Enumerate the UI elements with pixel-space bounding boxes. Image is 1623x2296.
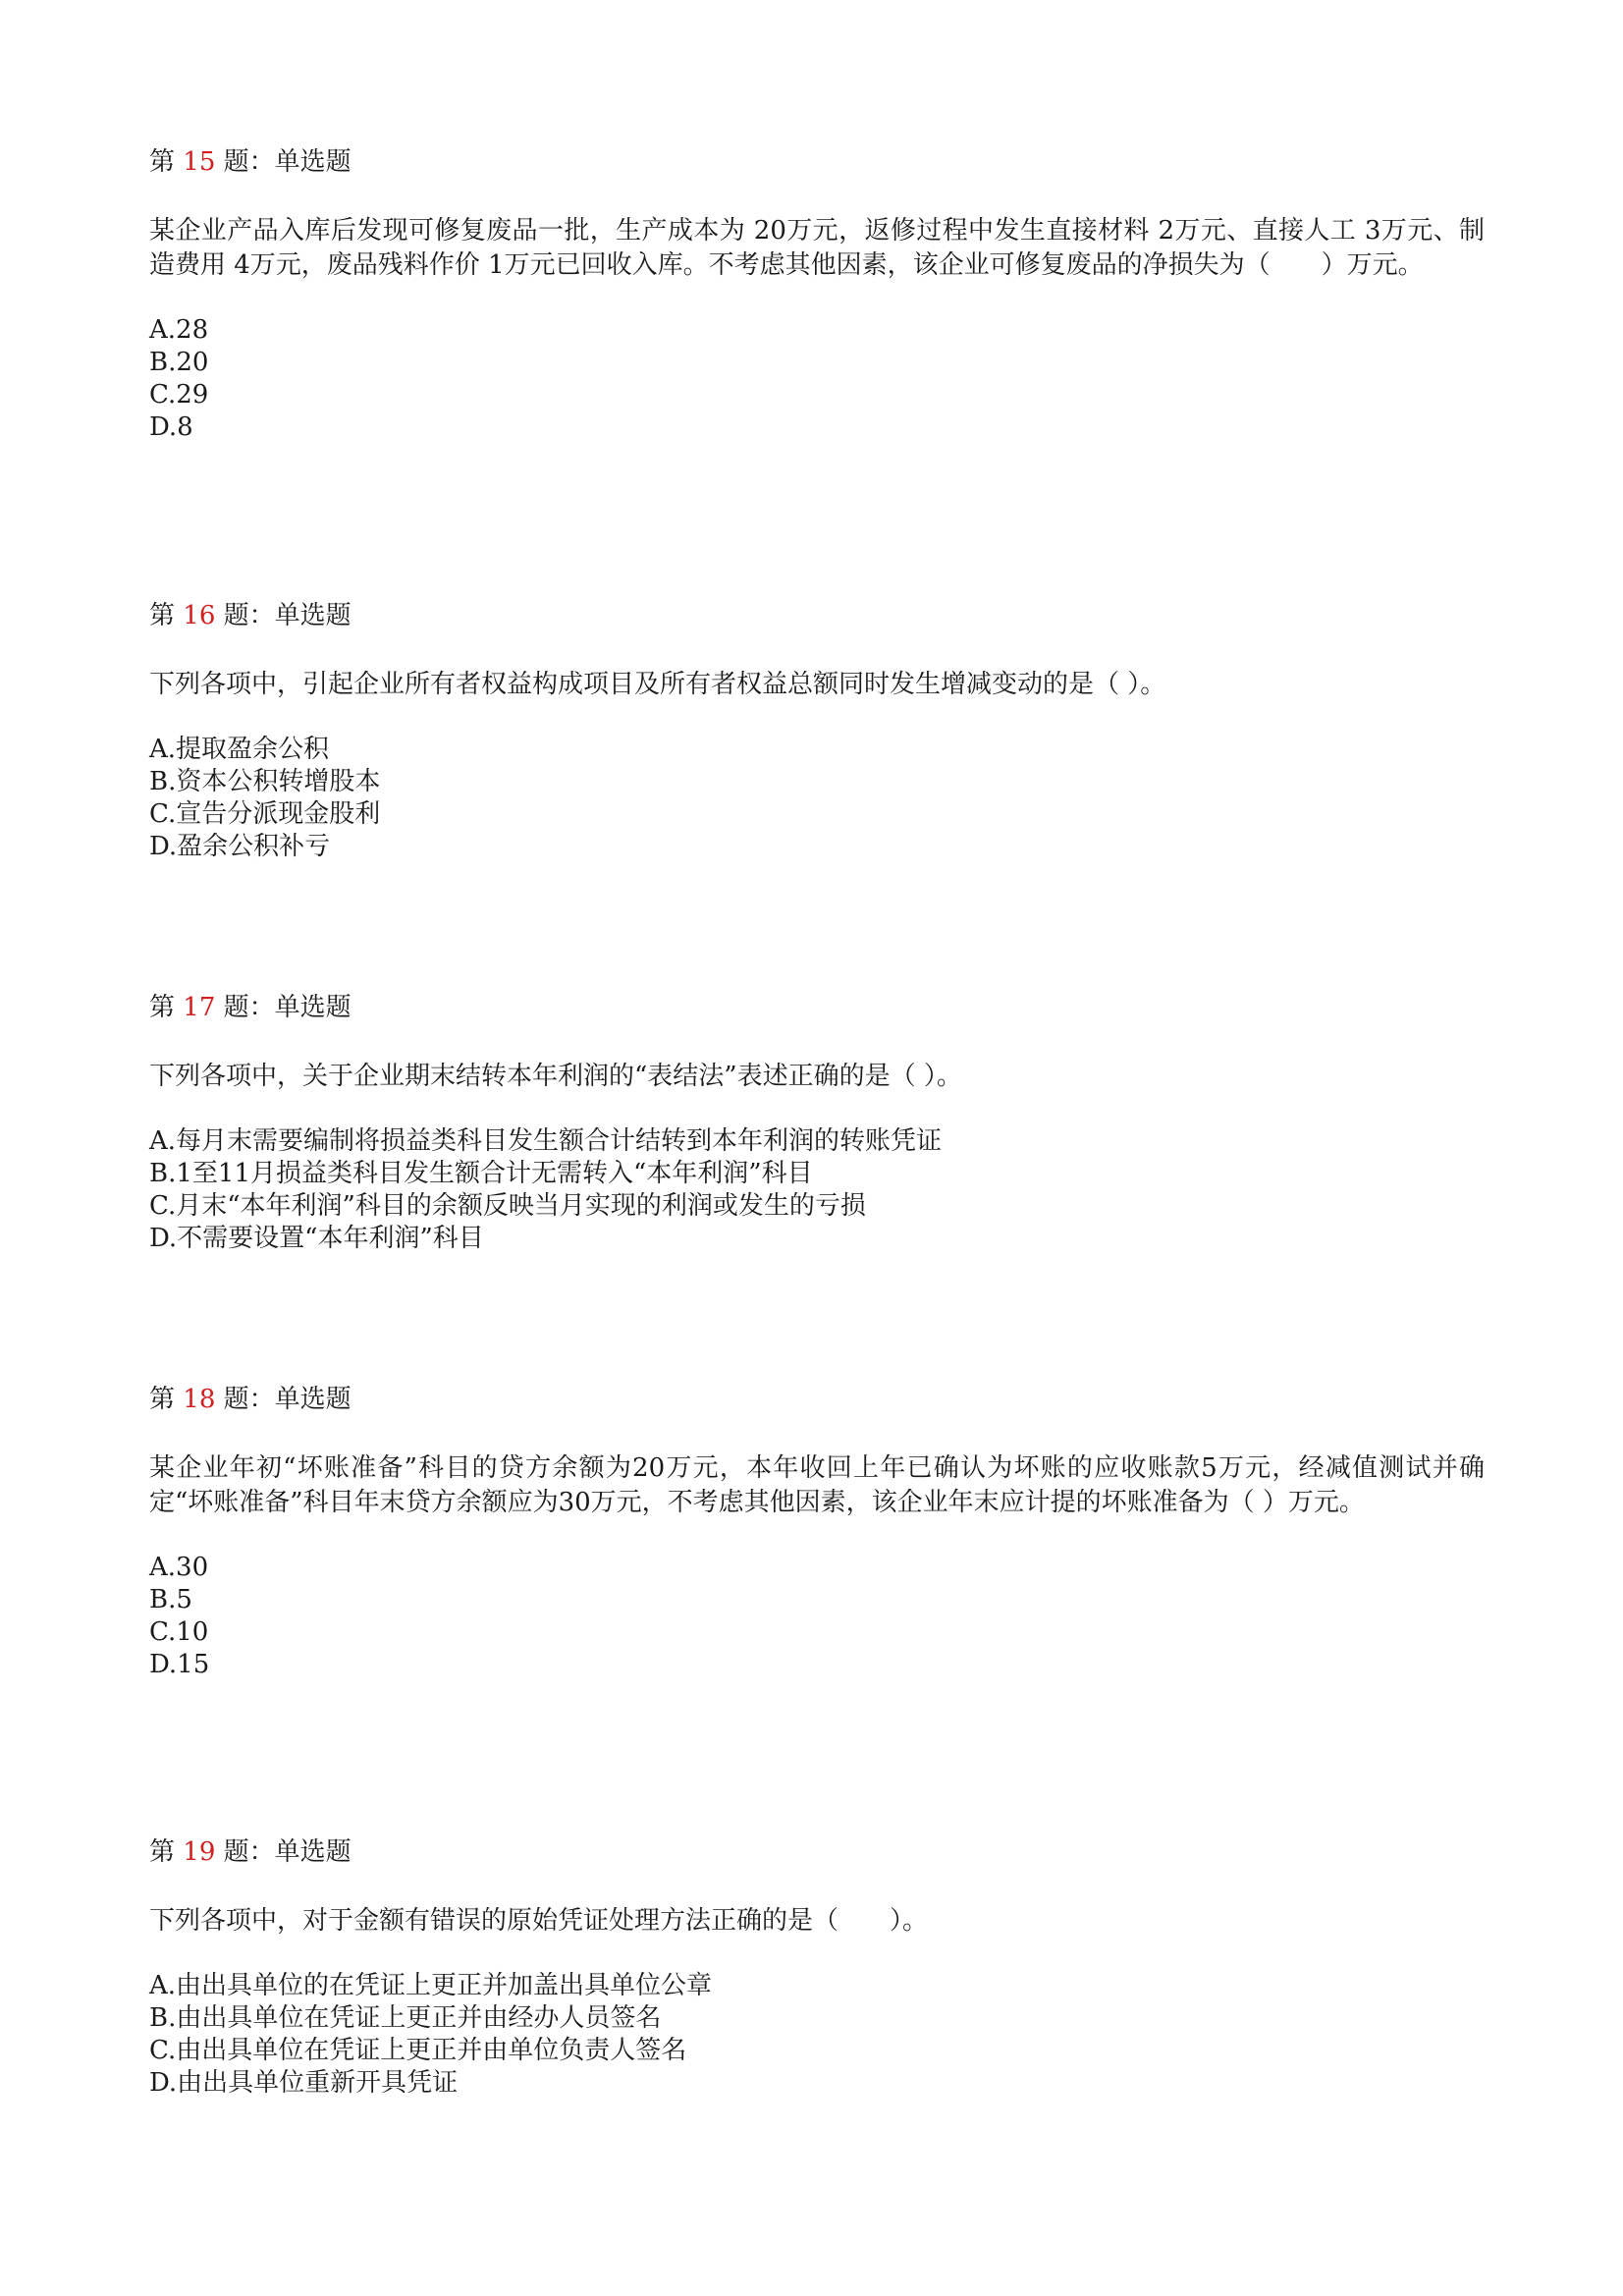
question-number: 17 [183,993,216,1022]
option-a: A.提取盈余公积 [149,735,330,764]
question-number: 18 [183,1385,216,1414]
option-list [149,314,1485,444]
option-d: D.盈余公积补亏 [149,832,331,861]
question-stem: 下列各项中，对于金额有错误的原始凭证处理方法正确的是（ ）。 [149,1906,929,1936]
question-stem: 下列各项中，关于企业期末结转本年利润的“表结法”表述正确的是（ ）。 [149,1062,962,1091]
question-number: 16 [183,601,216,630]
question-18 [149,1383,1485,1681]
option-list [149,1552,1485,1681]
option-d: D.8 [149,412,193,442]
question-header [149,991,1485,1024]
question-type: 题：单选题 [223,993,352,1022]
option-d: D.由出具单位重新开具凭证 [149,2068,459,2098]
option-c: C.月末“本年利润”科目的余额反映当月实现的利润或发生的亏损 [149,1191,866,1221]
option-b: B.5 [149,1585,192,1614]
question-19 [149,1835,1485,2100]
option-list [149,1970,1485,2100]
question-header [149,145,1485,179]
option-c: C.宣告分派现金股利 [149,799,381,829]
option-list [149,734,1485,863]
question-type: 题：单选题 [223,601,352,630]
question-type: 题：单选题 [223,1837,352,1867]
question-stem: 某企业产品入库后发现可修复废品一批，生产成本为 20万元，返修过程中发生直接材料 2万元、直接人工 3万元、制造费用 4万元，废品残料作价 1万元已回收入库。不考虑其他因素，该企业可修复废品的净损失为（ ）万元。 [149,216,1485,280]
option-b: B.由出具单位在凭证上更正并由经办人员签名 [149,2003,662,2033]
question-header-prefix: 第 [149,1385,176,1414]
question-header [149,1835,1485,1869]
question-header-prefix: 第 [149,1837,176,1867]
question-15 [149,145,1485,444]
question-number: 15 [183,147,216,177]
option-a: A.30 [149,1553,209,1582]
option-list [149,1125,1485,1255]
option-d: D.不需要设置“本年利润”科目 [149,1224,484,1253]
option-b: B.1至11月损益类科目发生额合计无需转入“本年利润”科目 [149,1159,813,1188]
question-stem: 某企业年初“坏账准备”科目的贷方余额为20万元，本年收回上年已确认为坏账的应收账款5万元，经减值测试并确定“坏账准备”科目年末贷方余额应为30万元，不考虑其他因素，该企业年末应计提的坏账准备为（ ）万元。 [149,1453,1485,1517]
option-c: C.由出具单位在凭证上更正并由单位负责人签名 [149,2036,687,2065]
option-b: B.资本公积转增股本 [149,767,381,796]
question-header-prefix: 第 [149,147,176,177]
question-header [149,1383,1485,1416]
question-type: 题：单选题 [223,1385,352,1414]
option-d: D.15 [149,1650,210,1679]
option-a: A.每月末需要编制将损益类科目发生额合计结转到本年利润的转账凭证 [149,1126,943,1156]
question-16 [149,599,1485,863]
option-a: A.由出具单位的在凭证上更正并加盖出具单位公章 [149,1971,713,2000]
question-number: 19 [183,1837,216,1867]
option-b: B.20 [149,348,209,377]
question-header [149,599,1485,632]
option-c: C.29 [149,380,209,410]
question-header-prefix: 第 [149,993,176,1022]
option-c: C.10 [149,1617,209,1647]
option-a: A.28 [149,315,209,345]
question-type: 题：单选题 [223,147,352,177]
question-stem: 下列各项中，引起企业所有者权益构成项目及所有者权益总额同时发生增减变动的是（ ）。 [149,670,1166,699]
question-header-prefix: 第 [149,601,176,630]
question-17 [149,991,1485,1255]
